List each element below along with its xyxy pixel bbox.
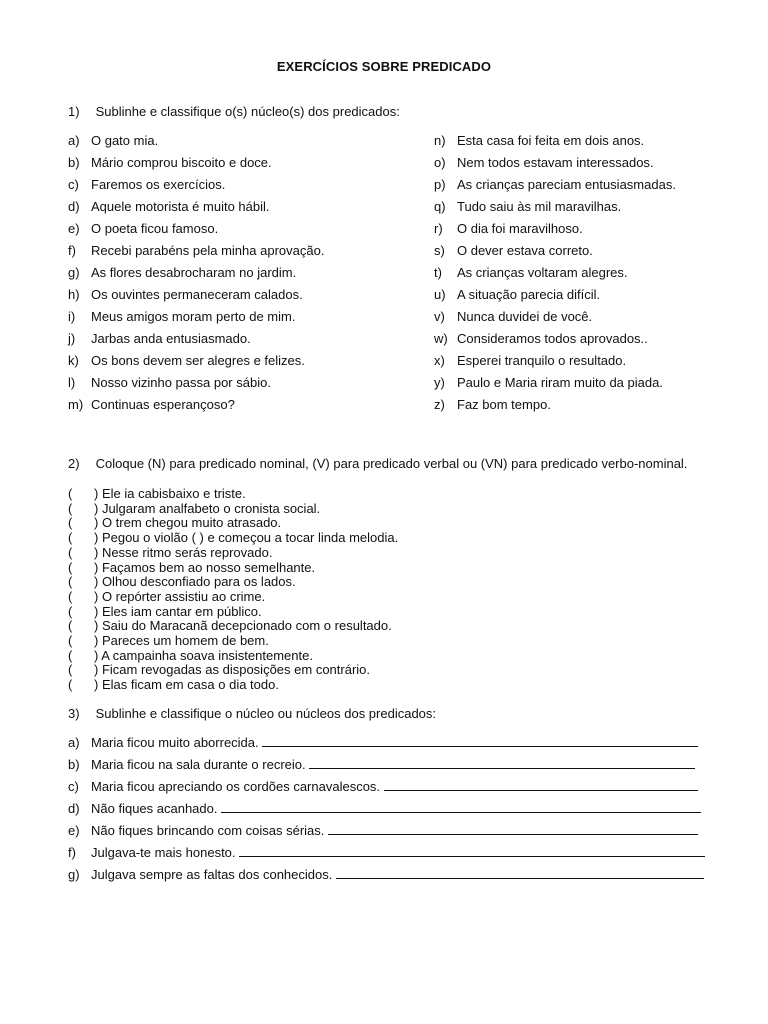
open-paren: ( — [68, 559, 73, 575]
item-text: ) Eles iam cantar em público. — [94, 603, 262, 619]
q1-item-h — [68, 287, 303, 303]
answer-line[interactable] — [384, 779, 698, 791]
answer-line[interactable] — [309, 757, 695, 769]
item-letter: a) — [68, 735, 80, 750]
item-text: ) Elas ficam em casa o dia todo. — [94, 677, 279, 693]
item-text: ) Pegou o violão ( ) e começou a tocar linda melodia. — [94, 530, 399, 546]
open-paren: ( — [68, 618, 73, 634]
q1-item-y — [434, 375, 663, 391]
question-instruction: Sublinhe e classifique o(s) núcleo(s) dos predicados: — [95, 104, 400, 119]
item-letter: e) — [68, 823, 80, 838]
item-letter: d) — [68, 199, 80, 214]
question-3-heading — [68, 706, 436, 721]
open-paren: ( — [68, 515, 73, 531]
item-text: ) Ficam revogadas as disposições em contrário. — [94, 662, 371, 678]
q1-item-b — [68, 155, 272, 171]
q3-item-e — [68, 823, 698, 839]
item-text: Nem todos estavam interessados. — [457, 155, 654, 170]
item-letter: f) — [68, 243, 76, 258]
item-letter: q) — [434, 199, 446, 214]
item-letter: h) — [68, 287, 80, 302]
item-letter: l) — [68, 375, 76, 390]
item-text: Jarbas anda entusiasmado. — [91, 331, 251, 346]
item-text: Esta casa foi feita em dois anos. — [457, 133, 645, 148]
q1-item-m — [68, 397, 235, 413]
item-text: Maria ficou apreciando os cordões carnavalescos. — [91, 779, 381, 794]
item-text: Continuas esperançoso? — [91, 397, 235, 412]
item-text: Faremos os exercícios. — [91, 177, 226, 192]
answer-line[interactable] — [328, 823, 698, 835]
item-letter: c) — [68, 177, 79, 192]
item-letter: j) — [68, 331, 76, 346]
item-text: ) Façamos bem ao nosso semelhante. — [94, 559, 316, 575]
q1-item-d — [68, 199, 269, 215]
item-text: ) Ele ia cabisbaixo e triste. — [94, 486, 246, 501]
item-letter: a) — [68, 133, 80, 148]
answer-line[interactable] — [262, 735, 698, 747]
q2-item — [68, 501, 320, 516]
q1-item-w — [434, 331, 648, 347]
item-letter: o) — [434, 155, 446, 170]
item-letter: r) — [434, 221, 443, 236]
item-letter: f) — [68, 845, 76, 860]
item-letter: c) — [68, 779, 79, 794]
q3-item-b — [68, 757, 695, 773]
item-text: Não fiques brincando com coisas sérias. — [91, 823, 325, 838]
q3-item-d — [68, 801, 701, 817]
item-letter: w) — [434, 331, 448, 346]
item-text: O dia foi maravilhoso. — [457, 221, 583, 236]
open-paren: ( — [68, 603, 73, 619]
q1-item-z — [434, 397, 551, 413]
q2-item — [68, 604, 262, 619]
item-text: Maria ficou na sala durante o recreio. — [91, 757, 306, 772]
item-text: ) Saiu do Maracanã decepcionado com o resultado. — [94, 618, 392, 634]
item-letter: b) — [68, 757, 80, 772]
answer-line[interactable] — [221, 801, 701, 813]
open-paren: ( — [68, 662, 73, 678]
q1-item-n — [434, 133, 644, 149]
item-letter: x) — [434, 353, 445, 368]
item-text: As flores desabrocharam no jardim. — [91, 265, 297, 280]
open-paren: ( — [68, 486, 73, 501]
item-text: Não fiques acanhado. — [91, 801, 218, 816]
item-text: Os ouvintes permaneceram calados. — [91, 287, 303, 302]
question-instruction: Sublinhe e classifique o núcleo ou núcleos dos predicados: — [95, 706, 437, 721]
item-text: ) Olhou desconfiado para os lados. — [94, 574, 296, 590]
item-text: Faz bom tempo. — [457, 397, 551, 412]
open-paren: ( — [68, 574, 73, 590]
question-2-heading — [68, 456, 687, 471]
item-text: ) O trem chegou muito atrasado. — [94, 515, 282, 531]
item-letter: s) — [434, 243, 445, 258]
open-paren: ( — [68, 544, 73, 560]
item-letter: d) — [68, 801, 80, 816]
item-letter: y) — [434, 375, 445, 390]
q1-item-u — [434, 287, 600, 303]
item-text: Os bons devem ser alegres e felizes. — [91, 353, 305, 368]
item-text: Consideramos todos aprovados.. — [457, 331, 648, 346]
item-text: Mário comprou biscoito e doce. — [91, 155, 272, 170]
q1-item-r — [434, 221, 583, 237]
open-paren: ( — [68, 588, 73, 604]
item-letter: v) — [434, 309, 445, 324]
q3-item-f — [68, 845, 705, 861]
q2-item — [68, 648, 313, 663]
question-1-heading — [68, 104, 400, 119]
item-letter: u) — [434, 287, 446, 302]
item-text: Julgava sempre as faltas dos conhecidos. — [91, 867, 333, 882]
q1-item-i — [68, 309, 295, 325]
item-text: A situação parecia difícil. — [457, 287, 601, 302]
item-text: Meus amigos moram perto de mim. — [91, 309, 296, 324]
q2-item — [68, 515, 281, 530]
item-letter: e) — [68, 221, 80, 236]
q3-item-g — [68, 867, 704, 883]
q1-item-o — [434, 155, 654, 171]
open-paren: ( — [68, 500, 73, 516]
question-instruction: Coloque (N) para predicado nominal, (V) para predicado verbal ou (VN) para predicado verbo-nominal. — [95, 456, 688, 471]
item-letter: g) — [68, 867, 80, 882]
item-text: ) Nesse ritmo serás reprovado. — [94, 544, 273, 560]
item-letter: k) — [68, 353, 79, 368]
item-letter: t) — [434, 265, 442, 280]
q2-item — [68, 486, 246, 501]
q2-item — [68, 618, 392, 633]
q1-item-t — [434, 265, 628, 281]
item-letter: n) — [434, 133, 446, 148]
question-number: 2) — [68, 456, 80, 471]
question-number: 3) — [68, 706, 80, 721]
open-paren: ( — [68, 633, 73, 648]
open-paren: ( — [68, 530, 73, 546]
q2-item — [68, 574, 296, 589]
item-letter: p) — [434, 177, 446, 192]
item-text: Aquele motorista é muito hábil. — [91, 199, 270, 214]
q1-item-j — [68, 331, 251, 347]
q1-item-f — [68, 243, 324, 259]
q2-item — [68, 677, 279, 692]
item-text: As crianças pareciam entusiasmadas. — [457, 177, 676, 192]
q1-item-v — [434, 309, 592, 325]
item-letter: i) — [68, 309, 76, 324]
page-title: EXERCÍCIOS SOBRE PREDICADO — [276, 59, 492, 74]
item-text: ) O repórter assistiu ao crime. — [94, 588, 266, 604]
q1-item-a — [68, 133, 158, 149]
q2-item — [68, 589, 265, 604]
answer-line[interactable] — [336, 867, 704, 879]
item-letter: b) — [68, 155, 80, 170]
item-text: O poeta ficou famoso. — [91, 221, 219, 236]
q1-item-p — [434, 177, 676, 193]
item-text: ) Pareces um homem de bem. — [94, 633, 269, 648]
q1-item-c — [68, 177, 225, 193]
q1-item-k — [68, 353, 305, 369]
question-number: 1) — [68, 104, 80, 119]
item-text: Paulo e Maria riram muito da piada. — [457, 375, 663, 390]
q1-item-s — [434, 243, 593, 259]
q1-item-g — [68, 265, 296, 281]
q1-item-l — [68, 375, 271, 391]
item-text: Nunca duvidei de você. — [457, 309, 593, 324]
item-letter: m) — [68, 397, 84, 412]
item-text: Tudo saiu às mil maravilhas. — [457, 199, 622, 214]
q2-item — [68, 545, 272, 560]
item-text: As crianças voltaram alegres. — [457, 265, 628, 280]
q1-item-e — [68, 221, 218, 237]
item-text: O dever estava correto. — [457, 243, 593, 258]
item-text: O gato mia. — [91, 133, 159, 148]
item-text: Nosso vizinho passa por sábio. — [91, 375, 271, 390]
open-paren: ( — [68, 647, 73, 663]
item-letter: z) — [434, 397, 445, 412]
open-paren: ( — [68, 677, 73, 693]
q3-item-c — [68, 779, 698, 795]
item-text: Julgava-te mais honesto. — [91, 845, 236, 860]
q2-item — [68, 662, 370, 677]
q1-item-x — [434, 353, 626, 369]
q2-item — [68, 560, 315, 575]
item-text: Maria ficou muito aborrecida. — [91, 735, 259, 750]
item-text: Recebi parabéns pela minha aprovação. — [91, 243, 325, 258]
item-text: ) A campainha soava insistentemente. — [94, 647, 313, 663]
answer-line[interactable] — [239, 845, 705, 857]
q1-item-q — [434, 199, 621, 215]
item-letter: g) — [68, 265, 80, 280]
q2-item — [68, 530, 398, 545]
item-text: ) Julgaram analfabeto o cronista social. — [94, 500, 321, 516]
q3-item-a — [68, 735, 698, 751]
q2-item — [68, 633, 269, 648]
item-text: Esperei tranquilo o resultado. — [457, 353, 627, 368]
